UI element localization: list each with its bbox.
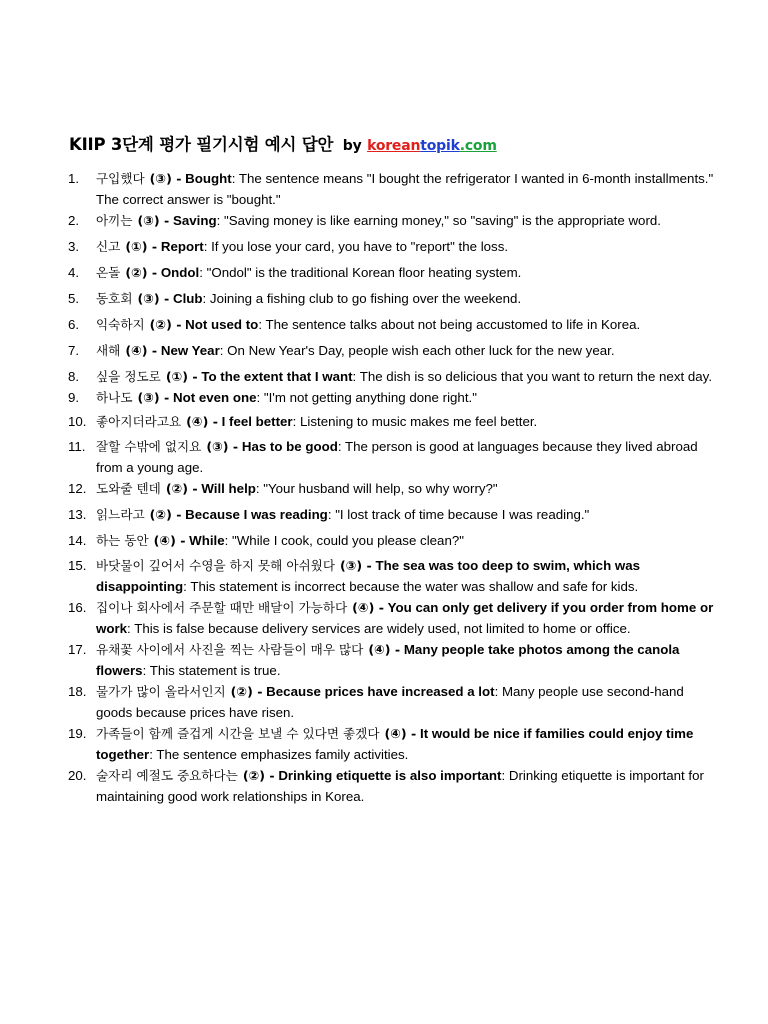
item-content [96, 684, 684, 720]
item-meaning: Report [160, 239, 204, 254]
item-content [96, 533, 464, 548]
item-choice: (④) - [153, 533, 186, 548]
list-item [68, 478, 718, 499]
item-explanation: : The sentence means "I bought the refrigerator I wanted in 6-month installments." The correct answer is "bought." [96, 171, 714, 207]
item-meaning: The sea was too deep to swim, which was disappointing [96, 558, 641, 594]
item-choice: (①) - [125, 239, 158, 254]
item-choice: (③) - [149, 171, 182, 186]
brand-topik[interactable]: topik [420, 138, 460, 154]
item-meaning: Many people take photos among the canola flowers [96, 642, 680, 678]
item-number: 19. [68, 726, 87, 741]
item-choice: (②) - [165, 481, 198, 496]
answer-list [68, 168, 718, 807]
item-number: 5. [68, 291, 80, 306]
list-item [68, 723, 718, 765]
item-explanation: : The sentence emphasizes family activities. [149, 747, 409, 762]
list-item [68, 210, 718, 231]
item-meaning: Ondol [160, 265, 200, 280]
item-korean: 잘할 수밖에 없지요 [96, 439, 202, 454]
item-meaning: To the extent that I want [201, 369, 353, 384]
item-korean: 온돌 [96, 265, 121, 280]
item-explanation: : "While I cook, could you please clean?" [224, 533, 464, 548]
item-meaning: I feel better [221, 414, 293, 429]
item-meaning: Has to be good [241, 439, 338, 454]
item-explanation: : Many people use second-hand goods because prices have risen. [96, 684, 684, 720]
item-number: 2. [68, 213, 80, 228]
item-meaning: While [189, 533, 225, 548]
item-content [96, 768, 704, 804]
list-item [68, 387, 718, 408]
item-number: 8. [68, 369, 80, 384]
item-choice: (②) - [230, 684, 263, 699]
item-number: 20. [68, 768, 87, 783]
item-meaning: Because prices have increased a lot [266, 684, 495, 699]
item-meaning: Saving [173, 213, 217, 228]
item-content [96, 726, 693, 762]
list-item [68, 366, 718, 387]
item-content [96, 481, 498, 496]
item-number: 10. [68, 414, 87, 429]
item-content [96, 642, 679, 678]
list-item [68, 411, 718, 432]
item-content [96, 317, 640, 332]
item-korean: 익숙하지 [96, 317, 145, 332]
item-number: 6. [68, 317, 80, 332]
list-item [68, 168, 718, 210]
item-explanation: : "Saving money is like earning money," so "saving" is the appropriate word. [216, 213, 661, 228]
item-korean: 집이나 회사에서 주문할 때만 배달이 가능하다 [96, 600, 348, 615]
item-number: 18. [68, 684, 87, 699]
item-content [96, 213, 661, 228]
item-content [96, 507, 589, 522]
item-number: 16. [68, 600, 87, 615]
item-meaning: New Year [160, 343, 220, 358]
item-korean: 싶을 정도로 [96, 369, 161, 384]
list-item [68, 262, 718, 283]
item-number: 1. [68, 171, 80, 186]
item-choice: (④) - [125, 343, 158, 358]
item-explanation: : Drinking etiquette is important for maintaining good work relationships in Korea. [96, 768, 704, 804]
item-korean: 물가가 많이 올라서인지 [96, 684, 226, 699]
item-explanation: : The sentence talks about not being accustomed to life in Korea. [258, 317, 641, 332]
item-korean: 좋아지더라고요 [96, 414, 182, 429]
item-choice: (④) - [368, 642, 401, 657]
page-title [69, 131, 497, 155]
item-korean: 가족들이 함께 즐겁게 시간을 보낼 수 있다면 좋겠다 [96, 726, 380, 741]
item-explanation: : The person is good at languages because they lived abroad from a young age. [96, 439, 698, 475]
item-choice: (③) - [206, 439, 239, 454]
item-explanation: : This statement is true. [142, 663, 281, 678]
title-by: by [342, 138, 362, 154]
item-explanation: : "I lost track of time because I was reading." [327, 507, 590, 522]
item-choice: (③) - [137, 213, 170, 228]
list-item [68, 597, 718, 639]
list-item [68, 436, 718, 478]
list-item [68, 236, 718, 257]
list-item [68, 555, 718, 597]
item-content [96, 558, 640, 594]
list-item [68, 288, 718, 309]
item-choice: (④) - [384, 726, 417, 741]
list-item [68, 639, 718, 681]
item-korean: 구입했다 [96, 171, 145, 186]
item-choice: (②) - [242, 768, 275, 783]
list-item [68, 314, 718, 335]
item-korean: 바닷물이 깊어서 수영을 하지 못해 아쉬웠다 [96, 558, 335, 573]
item-explanation: : The dish is so delicious that you want to return the next day. [352, 369, 713, 384]
item-content [96, 369, 712, 384]
list-item [68, 340, 718, 361]
item-choice: (④) - [186, 414, 218, 429]
item-choice: (③) - [137, 291, 170, 306]
item-number: 13. [68, 507, 87, 522]
brand-korean[interactable]: korean [367, 138, 421, 154]
list-item [68, 681, 718, 723]
item-explanation: : This statement is incorrect because the water was shallow and safe for kids. [183, 579, 639, 594]
item-korean: 유채꽃 사이에서 사진을 찍는 사람들이 매우 많다 [96, 642, 364, 657]
item-korean: 하나도 [96, 390, 133, 405]
item-meaning: Club [173, 291, 203, 306]
item-meaning: Not even one [173, 390, 257, 405]
item-content [96, 414, 537, 429]
list-item [68, 504, 718, 525]
item-choice: (②) - [125, 265, 158, 280]
item-korean: 동호회 [96, 291, 133, 306]
item-korean: 하는 동안 [96, 533, 149, 548]
item-meaning: Bought [185, 171, 232, 186]
item-number: 7. [68, 343, 80, 358]
item-korean: 신고 [96, 239, 121, 254]
brand-com[interactable]: .com [459, 138, 497, 154]
item-number: 4. [68, 265, 80, 280]
item-choice: (②) - [149, 317, 182, 332]
item-meaning: Will help [201, 481, 256, 496]
item-content [96, 343, 615, 358]
item-content [96, 265, 521, 280]
item-korean: 새해 [96, 343, 121, 358]
item-korean: 아끼는 [96, 213, 133, 228]
item-number: 11. [68, 439, 86, 454]
item-explanation: : "Your husband will help, so why worry?" [255, 481, 498, 496]
item-meaning: It would be nice if families could enjoy time together [96, 726, 694, 762]
item-korean: 술자리 예절도 중요하다는 [96, 768, 238, 783]
item-choice: (②) - [149, 507, 182, 522]
item-meaning: Drinking etiquette is also important [278, 768, 502, 783]
item-choice: (④) - [352, 600, 384, 615]
item-explanation: : If you lose your card, you have to "report" the loss. [203, 239, 509, 254]
title-text: KIIP 3단계 평가 필기시험 예시 답안 [69, 135, 334, 154]
item-content [96, 600, 713, 636]
item-explanation: : This is false because delivery services are widely used, not limited to home or office. [127, 621, 631, 636]
item-choice: (③) - [340, 558, 372, 573]
item-meaning: Not used to [185, 317, 259, 332]
item-korean: 도와줄 텐데 [96, 481, 161, 496]
list-item [68, 530, 718, 551]
item-explanation: : On New Year's Day, people wish each other luck for the new year. [219, 343, 615, 358]
item-number: 15. [68, 558, 87, 573]
item-korean: 읽느라고 [96, 507, 145, 522]
item-content [96, 439, 698, 475]
item-explanation: : Listening to music makes me feel better. [292, 414, 538, 429]
item-choice: (③) - [137, 390, 170, 405]
item-explanation: : "Ondol" is the traditional Korean floor heating system. [199, 265, 522, 280]
item-choice: (①) - [165, 369, 198, 384]
item-explanation: : "I'm not getting anything done right." [256, 390, 477, 405]
item-number: 12. [68, 481, 87, 496]
item-content [96, 239, 508, 254]
list-item [68, 765, 718, 807]
item-number: 14. [68, 533, 87, 548]
item-content [96, 291, 521, 306]
item-number: 9. [68, 390, 80, 405]
item-content [96, 171, 713, 207]
item-explanation: : Joining a fishing club to go fishing over the weekend. [202, 291, 522, 306]
item-meaning: You can only get delivery if you order from home or work [96, 600, 714, 636]
item-number: 3. [68, 239, 80, 254]
item-number: 17. [68, 642, 87, 657]
item-content [96, 390, 477, 405]
item-meaning: Because I was reading [185, 507, 328, 522]
brand-link[interactable] [367, 138, 497, 154]
